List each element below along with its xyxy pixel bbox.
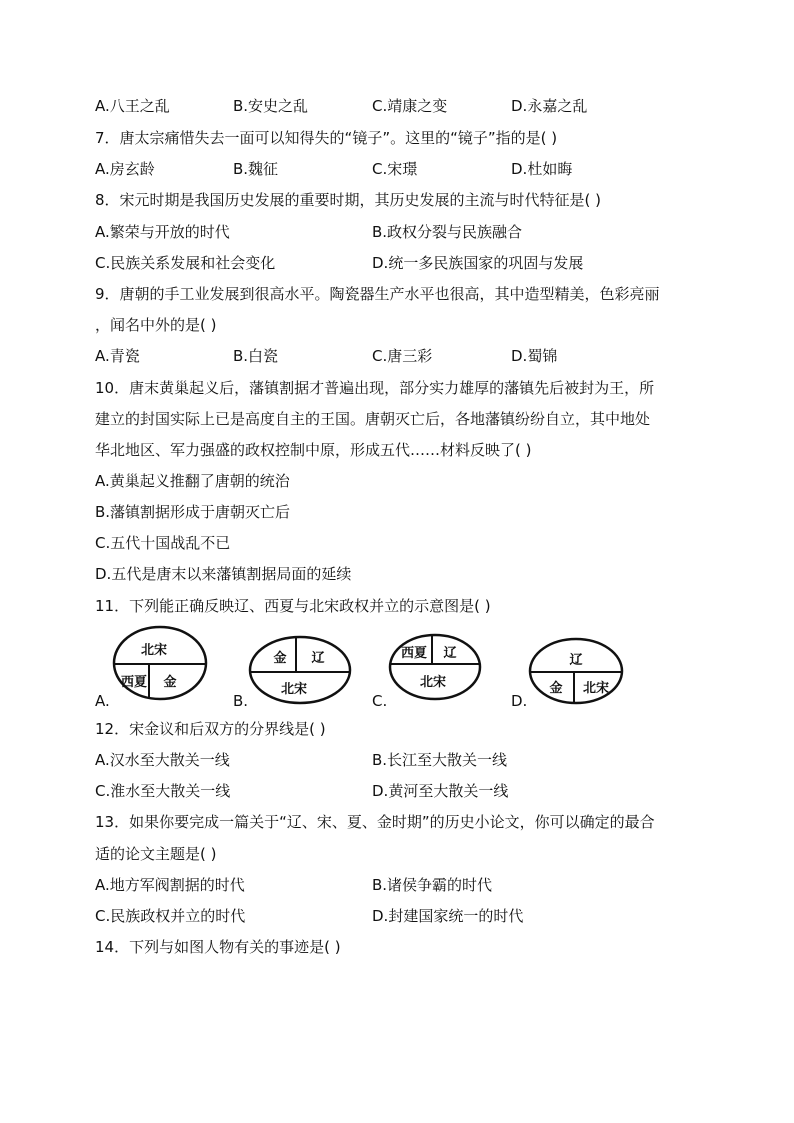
q6-option-d: D.永嘉之乱: [511, 97, 588, 115]
diagram-a-top-label: 北宋: [140, 643, 168, 658]
q8-option-d: D.统一多民族国家的巩固与发展: [372, 254, 584, 272]
q7-stem: 7．唐太宗痛惜失去一面可以知得失的“镜子”。这里的“镜子”指的是( ): [95, 129, 558, 147]
diagram-c-top-right-label: 辽: [443, 646, 457, 661]
diagram-d-bottom-right-label: 北宋: [582, 681, 610, 696]
q13-stem-line1: 13．如果你要完成一篇关于“辽、宋、夏、金时期”的历史小论文，你可以确定的最合: [95, 813, 655, 831]
diagram-d-top-label: 辽: [569, 653, 583, 668]
q11-option-a-letter: A.: [95, 692, 110, 710]
q6-option-b: B.安史之乱: [233, 97, 309, 115]
diagram-b-bottom-label: 北宋: [280, 682, 308, 697]
q11-option-c-letter: C.: [372, 692, 388, 710]
q13-option-c: C.民族政权并立的时代: [95, 907, 246, 925]
q10-option-b: B.藩镇割据形成于唐朝灭亡后: [95, 503, 291, 521]
diagram-a-left-label: 西夏: [120, 675, 148, 690]
q10-stem-line1: 10．唐末黄巢起义后，藩镇割据才普遍出现，部分实力雄厚的藩镇先后被封为王，所: [95, 379, 655, 397]
q11-option-d-letter: D.: [511, 692, 528, 710]
q6-option-a: A.八王之乱: [95, 97, 170, 115]
q10-stem-line2: 建立的封国实际上已是高度自主的王国。唐朝灭亡后，各地藩镇纷纷自立，其中地处: [95, 410, 651, 428]
q9-option-b: B.白瓷: [233, 347, 279, 365]
q9-stem-line1: 9．唐朝的手工业发展到很高水平。陶瓷器生产水平也很高，其中造型精美，色彩亮丽: [95, 285, 660, 303]
q9-option-a: A.青瓷: [95, 347, 140, 365]
q9-option-c: C.唐三彩: [372, 347, 433, 365]
q7-option-c: C.宋璟: [372, 160, 418, 178]
q9-stem-line2: ，闻名中外的是( ): [95, 316, 217, 334]
q10-stem-line3: 华北地区、军力强盛的政权控制中原，形成五代……材料反映了( ): [95, 441, 532, 459]
q11-option-b-letter: B.: [233, 692, 249, 710]
q12-option-d: D.黄河至大散关一线: [372, 782, 509, 800]
diagram-a-right-label: 金: [163, 675, 177, 690]
q7-option-a: A.房玄龄: [95, 160, 155, 178]
q12-option-a: A.汉水至大散关一线: [95, 751, 230, 769]
q9-option-d: D.蜀锦: [511, 347, 558, 365]
q12-stem: 12．宋金议和后双方的分界线是( ): [95, 720, 326, 738]
q11-diagram-b: [248, 634, 352, 706]
q7-option-b: B.魏征: [233, 160, 279, 178]
q8-option-a: A.繁荣与开放的时代: [95, 223, 230, 241]
q7-option-d: D.杜如晦: [511, 160, 573, 178]
diagram-b-top-right-label: 辽: [311, 651, 325, 666]
q6-option-c: C.靖康之变: [372, 97, 448, 115]
q13-option-a: A.地方军阀割据的时代: [95, 876, 245, 894]
diagram-c-top-left-label: 西夏: [400, 646, 428, 661]
q8-option-c: C.民族关系发展和社会变化: [95, 254, 276, 272]
q10-option-c: C.五代十国战乱不已: [95, 534, 231, 552]
q13-stem-line2: 适的论文主题是( ): [95, 845, 217, 863]
q10-option-d: D.五代是唐末以来藩镇割据局面的延续: [95, 565, 352, 583]
diagram-b-top-left-label: 金: [273, 651, 287, 666]
q11-stem: 11．下列能正确反映辽、西夏与北宋政权并立的示意图是( ): [95, 597, 491, 615]
q12-option-b: B.长江至大散关一线: [372, 751, 508, 769]
q10-option-a: A.黄巢起义推翻了唐朝的统治: [95, 472, 290, 490]
q12-option-c: C.淮水至大散关一线: [95, 782, 231, 800]
q11-diagram-a: [112, 624, 208, 702]
q13-option-d: D.封建国家统一的时代: [372, 907, 524, 925]
q11-diagram-c: [388, 632, 482, 702]
diagram-c-bottom-label: 北宋: [419, 675, 447, 690]
diagram-d-bottom-left-label: 金: [549, 681, 563, 696]
q8-option-b: B.政权分裂与民族融合: [372, 223, 523, 241]
q14-stem: 14．下列与如图人物有关的事迹是( ): [95, 938, 341, 956]
q8-stem: 8．宋元时期是我国历史发展的重要时期，其历史发展的主流与时代特征是( ): [95, 191, 602, 209]
q11-diagram-d: [528, 636, 624, 706]
q13-option-b: B.诸侯争霸的时代: [372, 876, 493, 894]
